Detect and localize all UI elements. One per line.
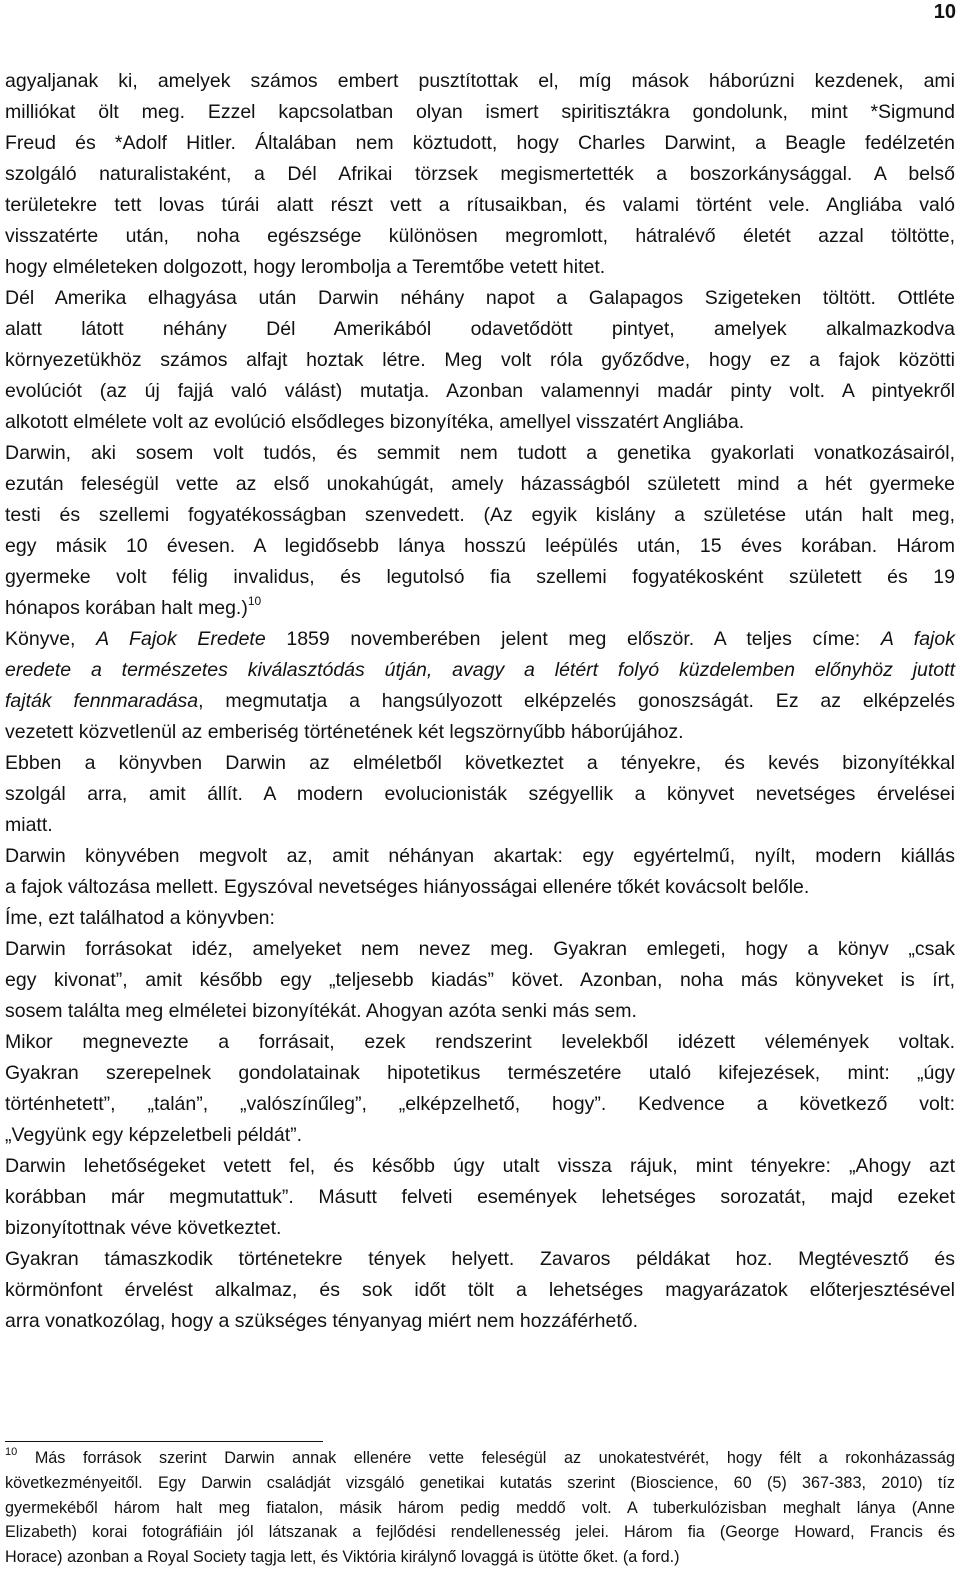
- text-line: szolgáló naturalistaként, a Dél Afrikai törzsek megismertették a boszorkánysággal. A belső: [5, 163, 955, 185]
- footnote-line: Elizabeth) korai fotográfiáin jól látszanak a fejlődési rendellenesség jelei. Három fia (George Howard, Francis és: [5, 1523, 955, 1542]
- footnote-reference[interactable]: 10: [247, 594, 262, 608]
- book-title: A Fajok Eredete: [96, 628, 266, 650]
- footnote-line: [5, 1446, 955, 1471]
- footnote-line: Horace) azonban a Royal Society tagja lett, és Viktória királynő lovaggá is ütötte őket. (a ford.): [5, 1548, 680, 1567]
- text-line: környezetükhöz számos alfajt hoztak létre. Meg volt róla győződve, hogy ez a fajok közötti: [5, 349, 955, 371]
- book-full-title: fajták fennmaradása: [5, 690, 199, 712]
- text-line: a fajok változása mellett. Egyszóval nevetséges hiányosságai ellenére tőkét kovácsolt belőle.: [5, 876, 810, 898]
- text-line: Gyakran támaszkodik történetekre tények helyett. Zavaros példákat hoz. Megtévesztő és: [5, 1248, 955, 1270]
- book-full-title: A fajok: [880, 628, 955, 650]
- text-line: vezetett közvetlenül az emberiség történetének két legszörnyűbb háborújához.: [5, 721, 684, 743]
- text-line: [5, 593, 955, 624]
- text-run: Könyve,: [5, 628, 97, 650]
- text-line: miatt.: [5, 814, 53, 836]
- text-line: [5, 624, 955, 655]
- text-line: Darwin forrásokat idéz, amelyeket nem nevez meg. Gyakran emlegeti, hogy a könyv „csak: [5, 938, 955, 960]
- text-line: Darwin lehetőségeket vetett fel, és később úgy utalt vissza rájuk, mint tényekre: „Ahogy azt: [5, 1155, 955, 1177]
- text-line: testi és szellemi fogyatékosságban szenvedett. (Az egyik kislány a születése után halt meg,: [5, 504, 955, 526]
- text-line: Mikor megnevezte a forrásait, ezek rendszerint levelekből idézett vélemények voltak.: [5, 1031, 955, 1053]
- footnote-text: Más források szerint Darwin annak ellenére vette feleségül az unokatestvérét, hogy félt a rokonházasság: [34, 1449, 955, 1467]
- text-line: evolúciót (az új fajjá való válást) mutatja. Azonban valamennyi madár pinty volt. A pintyekről: [5, 380, 955, 402]
- text-line: Ebben a könyvben Darwin az elméletből következtet a tényekre, és kevés bizonyítékkal: [5, 752, 955, 774]
- page-number: 10: [933, 1, 956, 23]
- text-line: Gyakran szerepelnek gondolatainak hipotetikus természetére utaló kifejezések, mint: „úgy: [5, 1062, 955, 1084]
- text-line: körmönfont érvelést alkalmaz, és sok időt tölt a lehetséges magyarázatok előterjesztésével: [5, 1279, 955, 1301]
- text-line: szolgál arra, amit állít. A modern evolucionisták szégyellik a könyvet nevetséges érvelései: [5, 783, 955, 805]
- text-line: alkotott elmélete volt az evolúció elsődleges bizonyítéka, amellyel visszatért Angliába.: [5, 411, 745, 433]
- text-line: sosem találta meg elméletei bizonyítékát. Ahogyan azóta senki más sem.: [5, 1000, 637, 1022]
- text-run: , megmutatja a hangsúlyozott elképzelés gonoszságát. Ez az elképzelés: [198, 690, 955, 712]
- footnote-line: gyermekéből három halt meg fiatalon, másik három pedig meddő volt. A tuberkulózisban meghalt lánya (Anne: [5, 1498, 955, 1517]
- text-line: milliókat ölt meg. Ezzel kapcsolatban olyan ismert spiritisztákra gondolunk, mint *Sigmund: [5, 101, 955, 123]
- text-line: korábban már megmutattuk”. Másutt felveti események lehetséges sorozatát, majd ezeket: [5, 1186, 955, 1208]
- body-text: [5, 66, 955, 1337]
- text-line: történhetett”, „talán”, „valószínűleg”, „elképzelhető, hogy”. Kedvence a következő volt:: [5, 1093, 955, 1115]
- text-line: agyaljanak ki, amelyek számos embert pusztítottak el, míg mások háborúzni kezdenek, ami: [5, 70, 955, 92]
- text-line: ezután feleségül vette az első unokahúgát, amely házasságból született mind a hét gyermeke: [5, 473, 955, 495]
- footnote-line: következményeitől. Egy Darwin családját vizsgáló genetikai kutatás szerint (Bioscience, 60 (5) 367-383, 2010) tíz: [5, 1473, 955, 1492]
- text-line: Darwin könyvében megvolt az, amit néhányan akartak: egy egyértelmű, nyílt, modern kiállás: [5, 845, 955, 867]
- text-line: arra vonatkozólag, hogy a szükséges tényanyag miért nem hozzáférhető.: [5, 1310, 639, 1332]
- text-line: Íme, ezt találhatod a könyvben:: [5, 907, 275, 929]
- footnote: [5, 1446, 955, 1570]
- text-line: hogy elméleteken dolgozott, hogy lerombolja a Teremtőbe vetett hitet.: [5, 256, 606, 278]
- text-line: területekre tett lovas túrái alatt részt vett a rítusaikban, és valami történt vele. Angliába való: [5, 194, 955, 216]
- footnote-marker: 10: [5, 1446, 18, 1458]
- text-line: Freud és *Adolf Hitler. Általában nem köztudott, hogy Charles Darwint, a Beagle fedélzetén: [5, 132, 955, 154]
- text-line: „Vegyünk egy képzeletbeli példát”.: [5, 1124, 303, 1146]
- text-line: Dél Amerika elhagyása után Darwin néhány napot a Galapagos Szigeteken töltött. Ottléte: [5, 287, 955, 309]
- text-line: [5, 686, 955, 717]
- book-full-title: eredete a természetes kiválasztódás útján, avagy a létért folyó küzdelemben előnyhöz jutott: [5, 659, 955, 681]
- text-line: visszatérte után, noha egészsége különösen megromlott, hátralévő életét azzal töltötte,: [5, 225, 955, 247]
- footnote-divider: [5, 1441, 323, 1442]
- text-run: 1859 novemberében jelent meg először. A teljes címe:: [265, 628, 881, 650]
- text-line: Darwin, aki sosem volt tudós, és semmit nem tudott a genetika gyakorlati vonatkozásairól,: [5, 442, 955, 464]
- text-line: egy kivonat”, amit később egy „teljesebb kiadás” követ. Azonban, noha más könyveket is írt,: [5, 969, 955, 991]
- text-line: egy másik 10 évesen. A legidősebb lánya hosszú leépülés után, 15 éves korában. Három: [5, 535, 955, 557]
- text-run: hónapos korában halt meg.): [5, 597, 248, 619]
- text-line: gyermeke volt félig invalidus, és legutolsó fia szellemi fogyatékosként született és 19: [5, 566, 955, 588]
- text-line: [5, 655, 955, 686]
- text-line: bizonyítottnak véve következtet.: [5, 1217, 282, 1239]
- text-line: alatt látott néhány Dél Amerikából odavetődött pintyet, amelyek alkalmazkodva: [5, 318, 955, 340]
